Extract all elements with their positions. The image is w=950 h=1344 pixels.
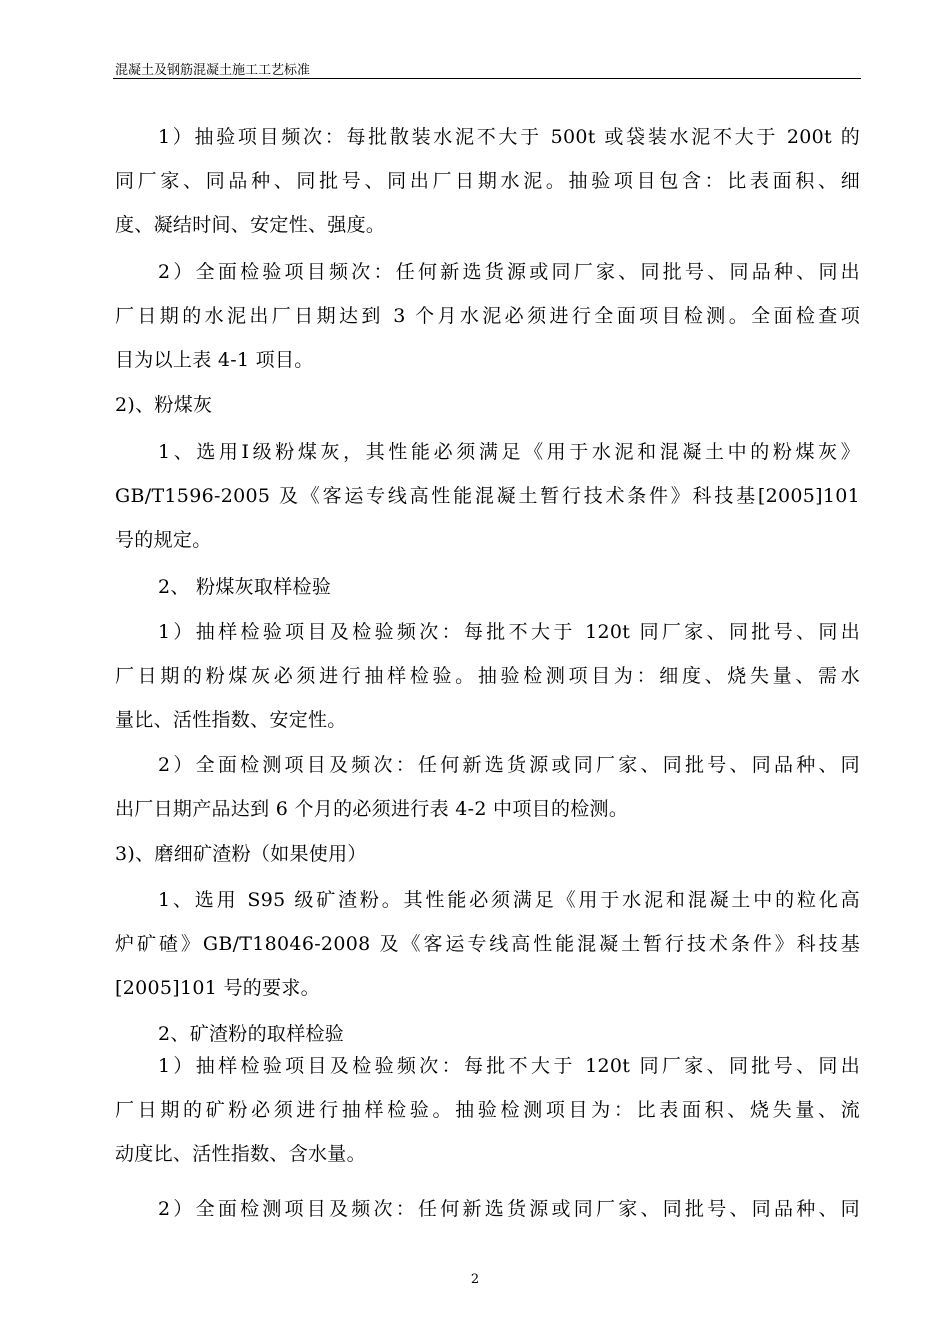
paragraph-line: 量比、活性指数、安定性。: [115, 709, 347, 731]
paragraph-line: 1、选用 S95 级矿渣粉。其性能必须满足《用于水泥和混凝土中的粒化高: [158, 889, 860, 911]
paragraph-line: 动度比、活性指数、含水量。: [115, 1143, 366, 1165]
paragraph-line: 1、选用Ⅰ级粉煤灰，其性能必须满足《用于水泥和混凝土中的粉煤灰》: [158, 441, 860, 463]
paragraph-line: 炉矿碴》GB/T18046-2008 及《客运专线高性能混凝土暂行技术条件》科技基: [115, 933, 860, 955]
subsection-heading: 2、 粉煤灰取样检验: [158, 576, 332, 598]
paragraph-line: 厂日期的粉煤灰必须进行抽样检验。抽验检测项目为：细度、烧失量、需水: [115, 665, 860, 687]
subsection-heading: 2、矿渣粉的取样检验: [158, 1023, 345, 1045]
paragraph-line: 1）抽样检验项目及检验频次：每批不大于 120t 同厂家、同批号、同出: [158, 621, 860, 643]
paragraph-line: 号的规定。: [115, 529, 212, 551]
paragraph-line: 同厂家、同品种、同批号、同出厂日期水泥。抽验项目包含：比表面积、细: [115, 170, 860, 192]
section-heading: 2)、粉煤灰: [115, 394, 213, 416]
paragraph-line: 厂日期的水泥出厂日期达到 3 个月水泥必须进行全面项目检测。全面检查项: [115, 305, 860, 327]
paragraph-line: 目为以上表 4-1 项目。: [115, 349, 314, 371]
paragraph-line: 2）全面检测项目及频次：任何新选货源或同厂家、同批号、同品种、同: [158, 754, 860, 776]
paragraph-line: 1）抽验项目频次：每批散装水泥不大于 500t 或袋装水泥不大于 200t 的: [158, 126, 860, 148]
section-heading: 3)、磨细矿渣粉（如果使用）: [115, 843, 367, 865]
paragraph-line: 度、凝结时间、安定性、强度。: [115, 214, 386, 236]
paragraph-line: 出厂日期产品达到 6 个月的必须进行表 4-2 中项目的检测。: [115, 798, 629, 820]
paragraph-line: 2）全面检验项目频次：任何新选货源或同厂家、同批号、同品种、同出: [158, 261, 860, 283]
header-rule: [113, 78, 861, 79]
running-header: 混凝土及钢筋混凝土施工工艺标准: [115, 63, 311, 78]
paragraph-line: 1）抽样检验项目及检验频次：每批不大于 120t 同厂家、同批号、同出: [158, 1055, 860, 1077]
paragraph-line: 2）全面检测项目及频次：任何新选货源或同厂家、同批号、同品种、同: [158, 1198, 860, 1220]
paragraph-line: [2005]101 号的要求。: [115, 977, 320, 999]
page-number: 2: [470, 1272, 480, 1287]
paragraph-line: 厂日期的矿粉必须进行抽样检验。抽验检测项目为：比表面积、烧失量、流: [115, 1099, 860, 1121]
paragraph-line: GB/T1596-2005 及《客运专线高性能混凝土暂行技术条件》科技基[2005]101: [115, 485, 860, 507]
